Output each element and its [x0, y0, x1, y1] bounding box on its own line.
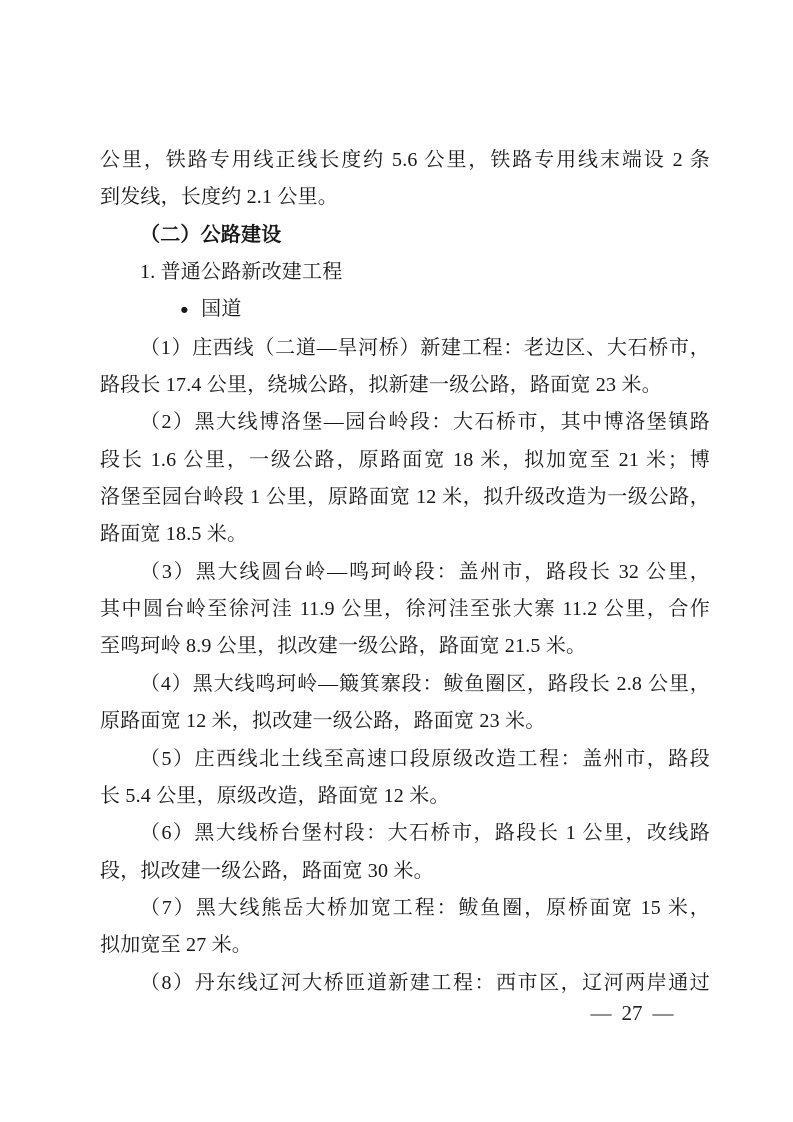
footer-dash-left: — [590, 1001, 612, 1025]
road-item-8-line-1: （8）丹东线辽河大桥匝道新建工程：西市区，辽河两岸通过 [140, 971, 710, 994]
road-item-7-line-2: 拟加宽至 27 米。 [100, 934, 252, 957]
road-item-2-line-3: 洛堡至园台岭段 1 公里，原路面宽 12 米，拟升级改造为一级公路， [100, 486, 710, 509]
text-line-continuation-end: 到发线，长度约 2.1 公里。 [100, 186, 338, 209]
bullet-icon: ● [180, 302, 189, 319]
road-item-3-line-2: 其中圆台岭至徐河洼 11.9 公里，徐河洼至张大寨 11.2 公里，合作 [100, 598, 710, 621]
footer-dash-right: — [652, 1001, 674, 1025]
road-item-6-line-2: 段，拟改建一级公路，路面宽 30 米。 [100, 859, 434, 882]
road-item-5-line-1: （5）庄西线北土线至高速口段原级改造工程：盖州市，路段 [140, 747, 710, 770]
road-item-1-line-2: 路段长 17.4 公里，绕城公路，拟新建一级公路，路面宽 23 米。 [100, 374, 662, 397]
road-item-3-line-3: 至鸣珂岭 8.9 公里，拟改建一级公路，路面宽 21.5 米。 [100, 635, 587, 658]
page-number: 27 [621, 1001, 643, 1025]
road-item-7-line-1: （7）黑大线熊岳大桥加宽工程：鲅鱼圈，原桥面宽 15 米， [140, 896, 710, 919]
road-item-2-line-4: 路面宽 18.5 米。 [100, 523, 248, 546]
road-item-1-line-1: （1）庄西线（二道—旱河桥）新建工程：老边区、大石桥市， [140, 336, 710, 359]
section-heading-road-construction: （二）公路建设 [140, 223, 282, 246]
bullet-item-national-road [100, 291, 710, 329]
page-footer [556, 1001, 708, 1026]
subsection-heading-ordinary-road-projects: 1. 普通公路新改建工程 [140, 261, 343, 284]
road-item-4-line-1: （4）黑大线鸣珂岭—簸箕寨段：鲅鱼圈区，路段长 2.8 公里， [140, 672, 710, 695]
text-line-continuation: 公里，铁路专用线正线长度约 5.6 公里，铁路专用线末端设 2 条 [100, 149, 710, 171]
road-item-6-line-1: （6）黑大线桥台堡村段：大石桥市，路段长 1 公里，改线路 [140, 822, 710, 845]
document-body [100, 142, 710, 1002]
road-item-4-line-2: 原路面宽 12 米，拟改建一级公路，路面宽 23 米。 [100, 710, 546, 733]
bullet-item-label: 国道 [201, 298, 242, 321]
road-item-5-line-2: 长 5.4 公里，原级改造，路面宽 12 米。 [100, 784, 450, 807]
road-item-2-line-1: （2）黑大线博洛堡—园台岭段：大石桥市，其中博洛堡镇路 [140, 411, 710, 434]
road-item-2-line-2: 段长 1.6 公里，一级公路，原路面宽 18 米，拟加宽至 21 米；博 [100, 448, 710, 471]
road-item-3-line-1: （3）黑大线圆台岭—鸣珂岭段：盖州市，路段长 32 公里， [140, 560, 710, 583]
